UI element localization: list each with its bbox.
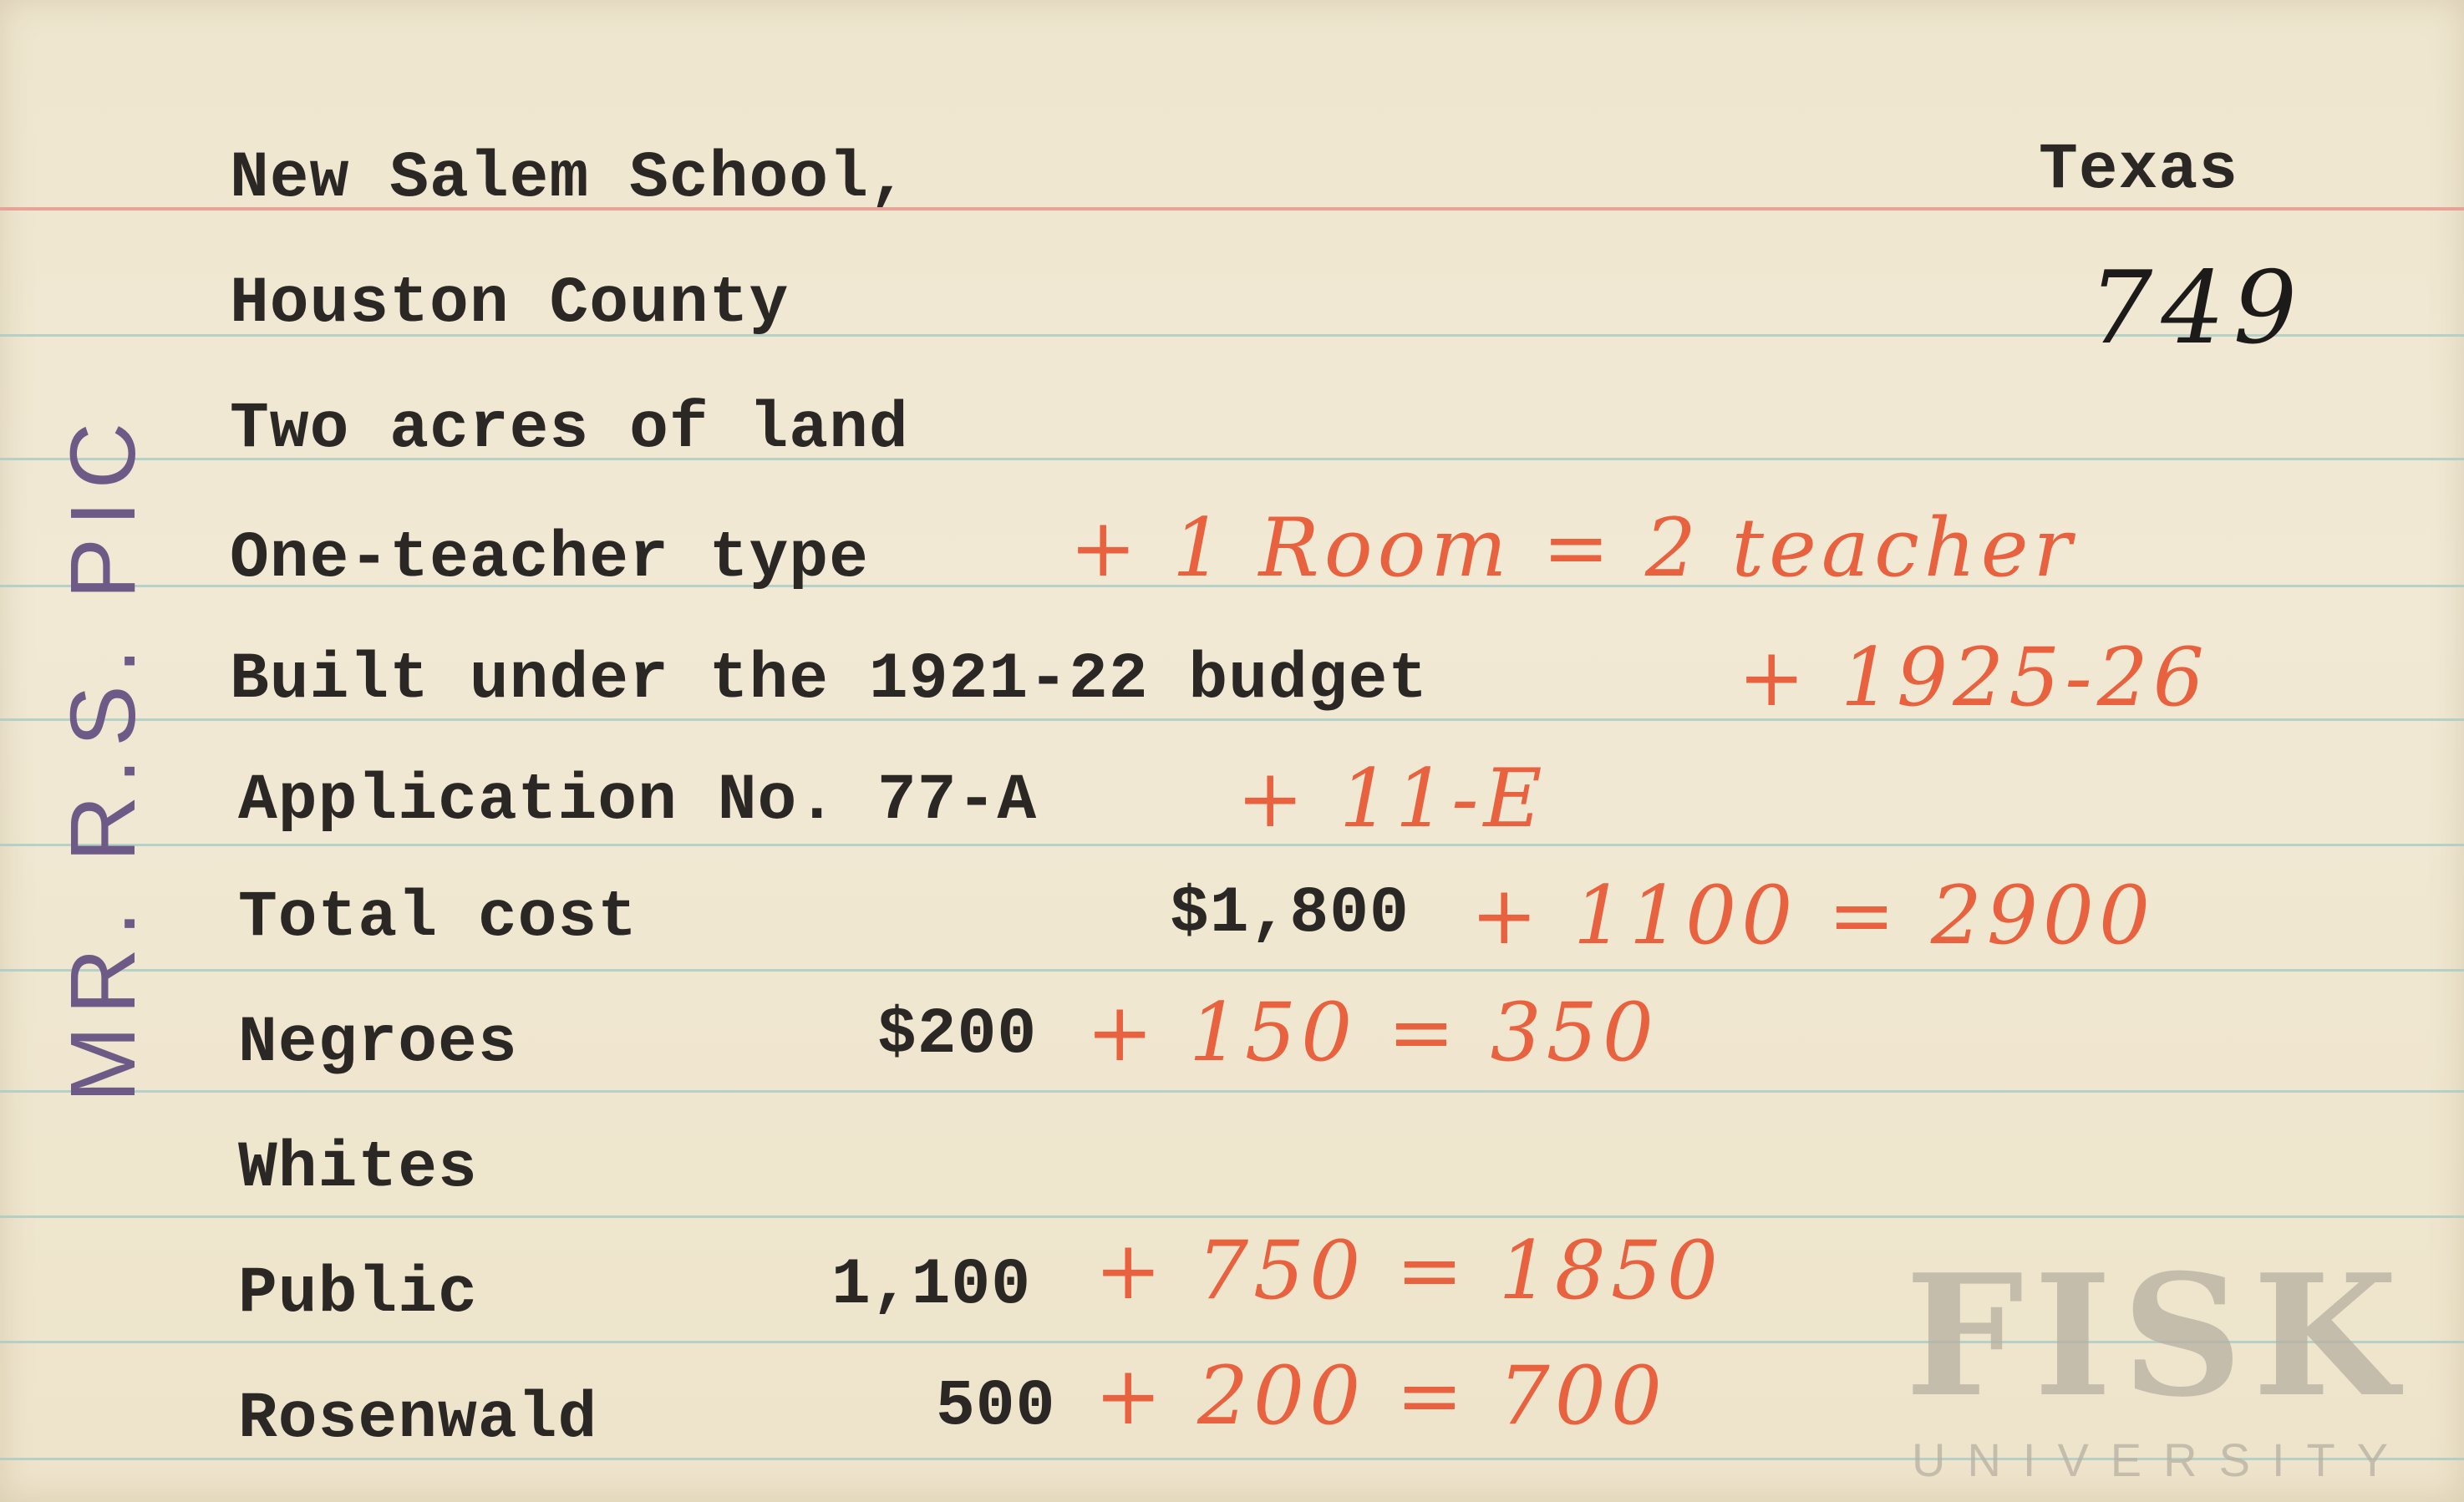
total-cost-label: Total cost [238, 881, 638, 955]
ruled-line [0, 844, 2464, 846]
county-name: Houston County [230, 267, 790, 341]
logo-subtitle: UNIVERSITY [1912, 1433, 2411, 1486]
ruled-line [0, 1090, 2464, 1093]
application-note: + 11-E [1237, 752, 1547, 845]
rosenwald-value: 500 [936, 1370, 1056, 1444]
total-cost-note: + 1100 = 2900 [1471, 869, 2156, 962]
budget-year-note: + 1925-26 [1738, 631, 2209, 724]
ruled-line [0, 1215, 2464, 1218]
school-name: New Salem School, [230, 142, 909, 216]
total-cost-value: $1,800 [1170, 877, 1410, 951]
ruled-line [0, 969, 2464, 972]
negroes-label: Negroes [238, 1007, 518, 1080]
public-note: + 750 = 1850 [1095, 1224, 1723, 1317]
owner-stamp: MR. R.S. PIC [52, 410, 155, 1103]
negroes-note: + 150 = 350 [1086, 986, 1659, 1079]
negroes-value: $200 [877, 998, 1038, 1072]
land-size: Two acres of land [230, 393, 909, 466]
application-number: Application No. 77-A [238, 764, 1038, 838]
rosenwald-note: + 200 = 700 [1095, 1349, 1667, 1443]
rosenwald-label: Rosenwald [238, 1383, 598, 1456]
public-value: 1,100 [831, 1249, 1032, 1322]
public-label: Public [238, 1257, 478, 1331]
budget-year: Built under the 1921-22 budget [230, 643, 1429, 717]
school-type-note: + 1 Room = 2 teacher [1069, 501, 2077, 595]
state-name: Texas [2039, 134, 2239, 207]
logo-name: FISK [1905, 1238, 2408, 1434]
whites-label: Whites [238, 1132, 478, 1205]
fisk-university-logo [1905, 1238, 2440, 1487]
card-number: 749 [2089, 251, 2306, 367]
school-type: One-teacher type [230, 522, 869, 596]
